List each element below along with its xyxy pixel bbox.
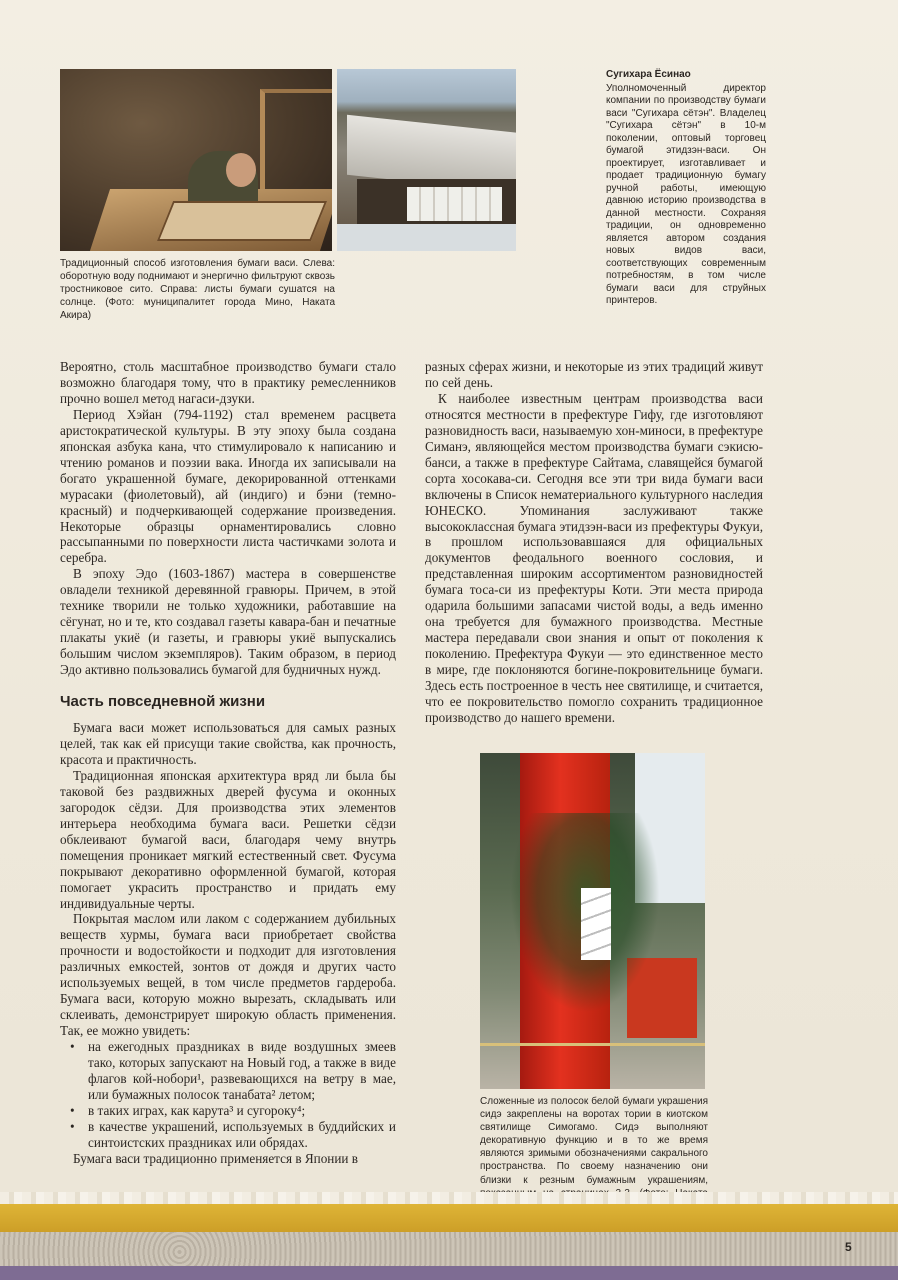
paragraph: Бумага васи традиционно применяется в Японии в <box>73 1150 358 1166</box>
list-item: • в качестве украшений, используемых в буддийских и синтоистских праздниках или обрядах. <box>88 1119 396 1151</box>
photo-caption-torii: Сложенные из полосок белой бумаги украшения сидэ закреплены на воротах тории в киотском святилище Симогамо. Сидэ выполняют декоративную функцию и в то же время являются зримыми обозначениями сакрального пространства. По своему назначению они близки к резным бумажным украшениям, <box>480 1096 708 1186</box>
list-item: • в таких играх, как карута³ и сугороку⁴; <box>88 1103 396 1119</box>
paragraph: Период Хэйан (794-1192) стал временем расцвета аристократической культуры. В эту эпоху была создана японская азбука кана, что стимулировало к написанию и чтению романов и поэзии вака. Иногда их записывали на богато украшенной бумаге, декорированной оттенками мурасаки (фиолетовый), ай (индиго) и бэни (темно-красный) и подчеркивающей содержание произведения. Некоторые образцы орнаментировались словно рассыпанными по поверхности листа частичками золота и серебра. <box>60 406 396 566</box>
section-heading: Часть повседневной жизни <box>60 693 266 711</box>
paragraph: Бумага васи может использоваться для самых разных целей, так как ей присущи такие свойства, как прочность, красота и практичность. <box>60 720 396 767</box>
author-bio <box>606 69 766 308</box>
decorative-paper-strip <box>0 1266 898 1280</box>
paragraph: Традиционная японская архитектура вряд ли была бы таковой без раздвижных дверей фусума и оконных загородок сёдзи. Для производства этих элементов интерьера необходима бумага васи. Решетки сёдзи обклеивают бумагой васи, благодаря чему внутрь помещения проникает мягкий естественный свет. Фусума покрывают декоративно оформленной бумагой, которая помогает украсить пространство и придать ему индивидуальные черты. <box>60 767 396 911</box>
photo-papermaking <box>60 69 332 251</box>
photo-shide-shape <box>581 888 611 960</box>
right-column <box>425 359 763 726</box>
photo-frame-shape <box>260 89 332 193</box>
bio-text: Уполномоченный директор компании по производству бумаги васи "Сугихара сётэн". Владелец "Сугихара сётэн" в 10-м поколении, оптовый торговец бумагой этидзэн-васи. Он проектирует, изготавливает и продает традиционную бумагу ручной работы, имеющую давнюю историю производства в данной местности. Сохраняя традиции, он одновременно является автором создания новых видов васи, соответствующих современным потребностям, в том числе бумаги васи для струйных принтеров. <box>606 82 766 306</box>
left-column <box>60 359 396 1167</box>
decorative-torn-edge <box>0 1192 898 1204</box>
photo-sun-drying <box>337 69 516 251</box>
paragraph: разных сферах жизни, и некоторые из этих традиций живут по сей день. <box>425 359 763 390</box>
list-item: • на ежегодных праздниках в виде воздушных змеев тако, которых запускают на Новый год, а также в виде флагов кой-нобори¹, развевающихся на ветру в мае, или бумажных полосок танабата² летом; <box>88 1039 396 1103</box>
paragraph: К наиболее известным центрам производства васи относятся местности в префектуре Гифу, где изготовляют разновидность васи, называемую хон-миноси, в префектуре Симанэ, являющейся местом производства бумаги сэкисю-банси, а также в префектуре Сайтама, славящейся бумагой сорта хосокава-си. Сегодня все эти три вида бумаги васи включены в Список нематериального культурного наследия ЮНЕСКО. Упоминания заслуживают также высококлассная бумага этидзэн-васи из префектуры Фукуи, в прошлом использовавшаяся для официальных документов феодального военного сословия, и представленная широким ассортиментом разновидностей бумага тоса-си из префектуры Коти. Эти места природа одарила большими запасами чистой воды, а ведь именно она требуется для бумажного производства. Местные мастера передавали свои знания и опыт от поколения к поколению. Префектура Фукуи — это единственное место в мире, где поклоняются богине-покровительнице бумаги. Здесь есть построенное в честь нее святилище, и считается, что ее покровительство помогло сохранить традиционное производство до нашего времени. <box>425 390 763 725</box>
paragraph: В эпоху Эдо (1603-1867) мастера в совершенстве овладели техникой деревянной гравюры. Причем, в этой технике творили не только художники, работавшие на сёгунат, но и те, кто создавал газеты кавара-бан и печатные плакаты укиё (и газеты, и гравюры укиё выпускались большим числом экземпляров). Таким образом, в период Эдо активно пользовались бумагой для будничных нужд. <box>60 566 396 678</box>
photo-sieve-shape <box>157 201 327 241</box>
photo-rope-shape <box>480 1043 705 1046</box>
photo-torii-shide <box>480 753 705 1089</box>
paragraph: Покрытая маслом или лаком с содержанием дубильных веществ хурмы, бумага васи приобретает свойства прочности и водостойкости и подходит для изготовления различных емкостей, зонтов от дождя и других часто используемых вещей, в том числе предметов гардероба. Бумага васи, которую можно вырезать, складывать или склеивать, демонстрирует широкую область применения. Так, ее можно увидеть: <box>60 911 396 1039</box>
bio-name: Сугихара Ёсинао <box>606 69 691 80</box>
photo-caption-top: Традиционный способ изготовления бумаги васи. Слева: оборотную воду поднимают и энергично фильтруют сквозь тростниковое сито. Справа: листы бумаги сушатся на солнце. (Фото: муниципалитет города Мино, Наката Акира) <box>60 258 335 322</box>
paragraph: Вероятно, столь масштабное производство бумаги стало возможно благодаря тому, что в практику ремесленников прочно вошел метод нагаси-дзуки. <box>60 359 396 406</box>
photo-sheets-shape <box>407 187 502 221</box>
bullet-list <box>60 1039 396 1151</box>
photo-head-shape <box>226 153 256 187</box>
photo-snow-shape <box>337 224 516 251</box>
page-number: 5 <box>845 1240 852 1254</box>
